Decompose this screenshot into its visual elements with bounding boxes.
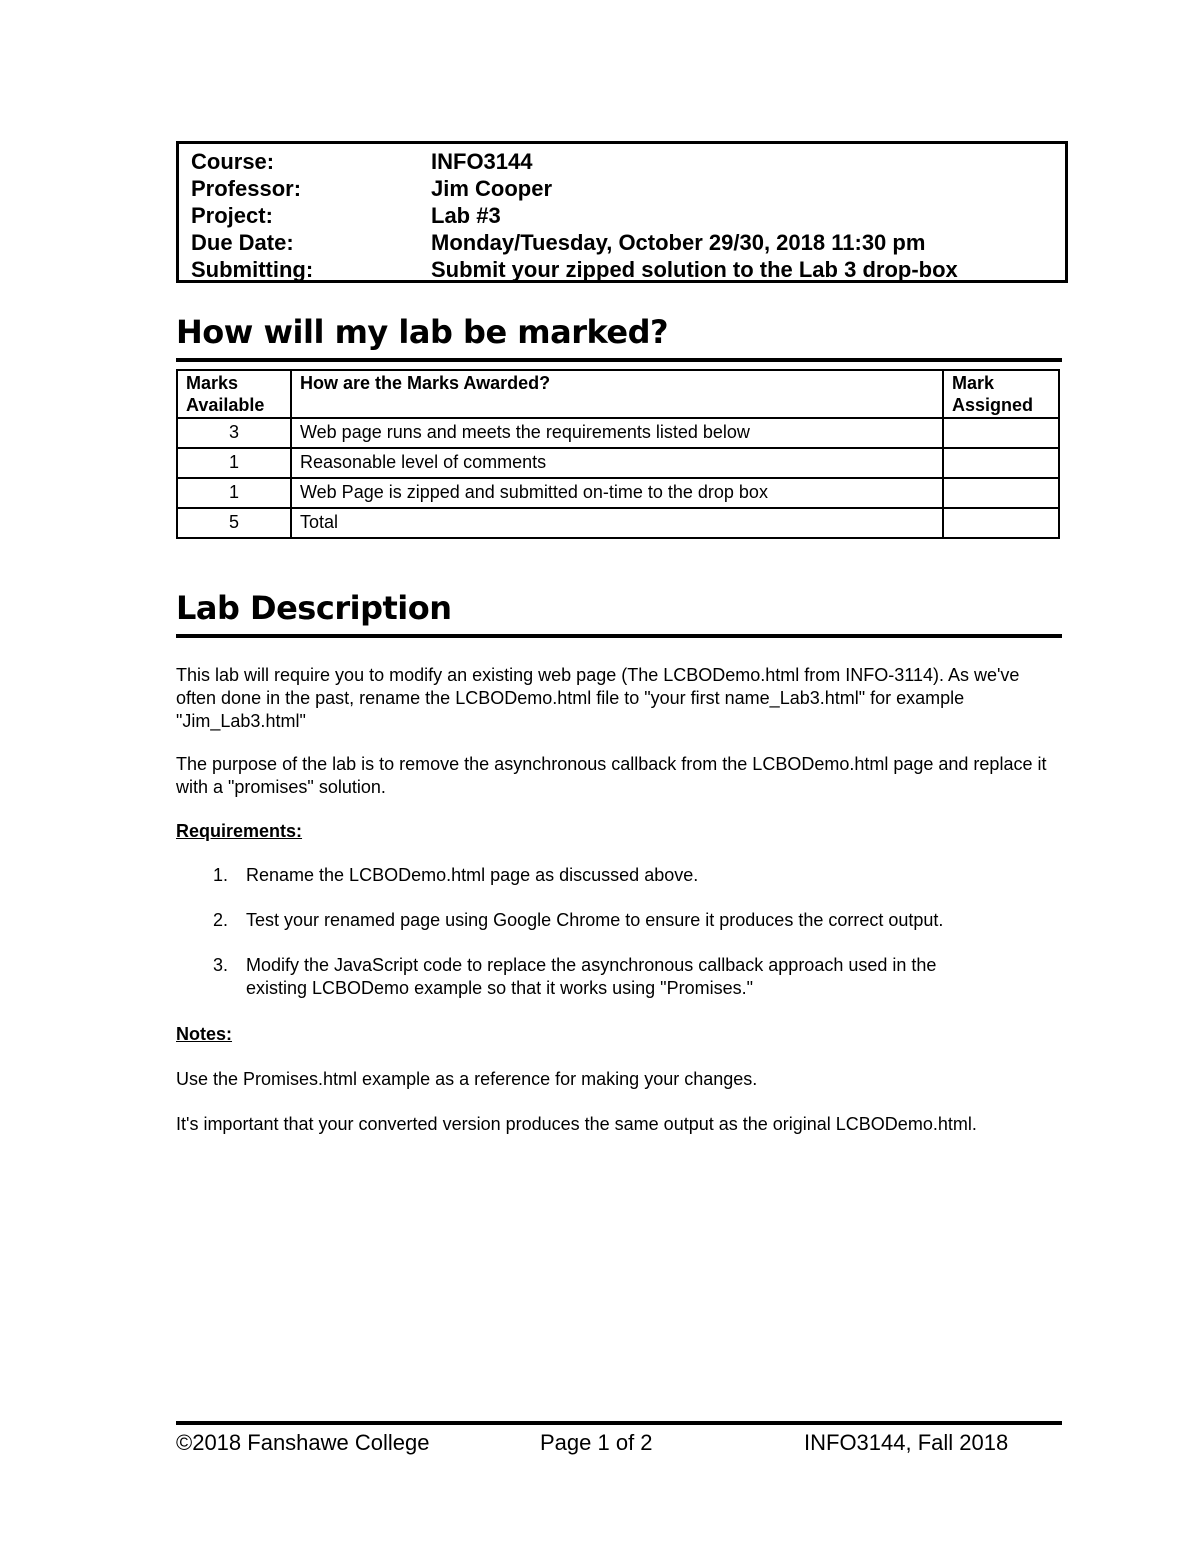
info-value: Monday/Tuesday, October 29/30, 2018 11:30 pm (431, 230, 926, 255)
table-row (177, 418, 1059, 448)
info-row-professor (191, 175, 1065, 202)
marks-cell: 3 (177, 418, 291, 448)
marks-cell: 1 (177, 478, 291, 508)
course-info-box (176, 141, 1068, 283)
footer-course-term: INFO3144, Fall 2018 (804, 1430, 1009, 1455)
table-row (177, 448, 1059, 478)
assigned-cell (943, 508, 1059, 538)
assigned-cell (943, 448, 1059, 478)
info-row-course (191, 148, 1065, 175)
assigned-cell (943, 418, 1059, 448)
table-row-total (177, 508, 1059, 538)
list-text: Test your renamed page using Google Chrome to ensure it produces the correct output. (246, 910, 944, 930)
list-item (176, 864, 1056, 887)
list-text: Modify the JavaScript code to replace the asynchronous callback approach used in the existing LCBODemo example so that it works using "Promises." (246, 955, 937, 998)
info-label: Course: (191, 149, 275, 174)
info-value: INFO3144 (431, 149, 533, 174)
description-cell: Reasonable level of comments (291, 448, 943, 478)
info-label: Due Date: (191, 230, 294, 255)
marking-heading: How will my lab be marked? (176, 310, 1062, 362)
list-number: 3. (212, 955, 228, 975)
list-item (176, 954, 1056, 1000)
marks-cell: 1 (177, 448, 291, 478)
info-label: Submitting: (191, 257, 314, 282)
list-number: 1. (212, 865, 228, 885)
list-number: 2. (212, 910, 228, 930)
header-marks-available: Marks Available (177, 370, 291, 418)
info-row-due-date (191, 229, 1065, 256)
info-row-submitting (191, 256, 1065, 283)
footer-divider (176, 1421, 1062, 1425)
info-value: Jim Cooper (431, 176, 553, 201)
list-text: Rename the LCBODemo.html page as discussed above. (246, 865, 699, 885)
info-value: Submit your zipped solution to the Lab 3 drop-box (431, 257, 958, 282)
description-cell: Web Page is zipped and submitted on-time to the drop box (291, 478, 943, 508)
list-item (176, 909, 1056, 932)
table-header-row (177, 370, 1059, 418)
note-same-output: It's important that your converted version produces the same output as the original LCBODemo.html. (176, 1114, 977, 1134)
info-label: Professor: (191, 176, 302, 201)
marks-cell: 5 (177, 508, 291, 538)
requirements-label: Requirements: (176, 821, 303, 841)
info-row-project (191, 202, 1065, 229)
notes-label: Notes: (176, 1024, 233, 1044)
table-row (177, 478, 1059, 508)
note-promises-reference: Use the Promises.html example as a reference for making your changes. (176, 1069, 758, 1089)
header-how-awarded: How are the Marks Awarded? (291, 370, 943, 418)
footer-page-number: Page 1 of 2 (540, 1430, 653, 1455)
requirements-list (176, 864, 1056, 1022)
paragraph-intro: This lab will require you to modify an existing web page (The LCBODemo.html from INFO-3114). As we've often done in the past, rename the LCBODemo.html file to "your first name_Lab3.html" for example "Jim_Lab3.html" (176, 665, 1020, 731)
lab-description-heading: Lab Description (176, 586, 1062, 638)
info-label: Project: (191, 203, 273, 228)
description-cell: Total (291, 508, 943, 538)
marks-table (176, 369, 1060, 539)
info-value: Lab #3 (431, 203, 501, 228)
paragraph-purpose: The purpose of the lab is to remove the asynchronous callback from the LCBODemo.html page and replace it with a "promises" solution. (176, 754, 1047, 797)
assigned-cell (943, 478, 1059, 508)
footer-copyright: ©2018 Fanshawe College (176, 1430, 430, 1455)
header-mark-assigned: Mark Assigned (943, 370, 1059, 418)
description-cell: Web page runs and meets the requirements listed below (291, 418, 943, 448)
